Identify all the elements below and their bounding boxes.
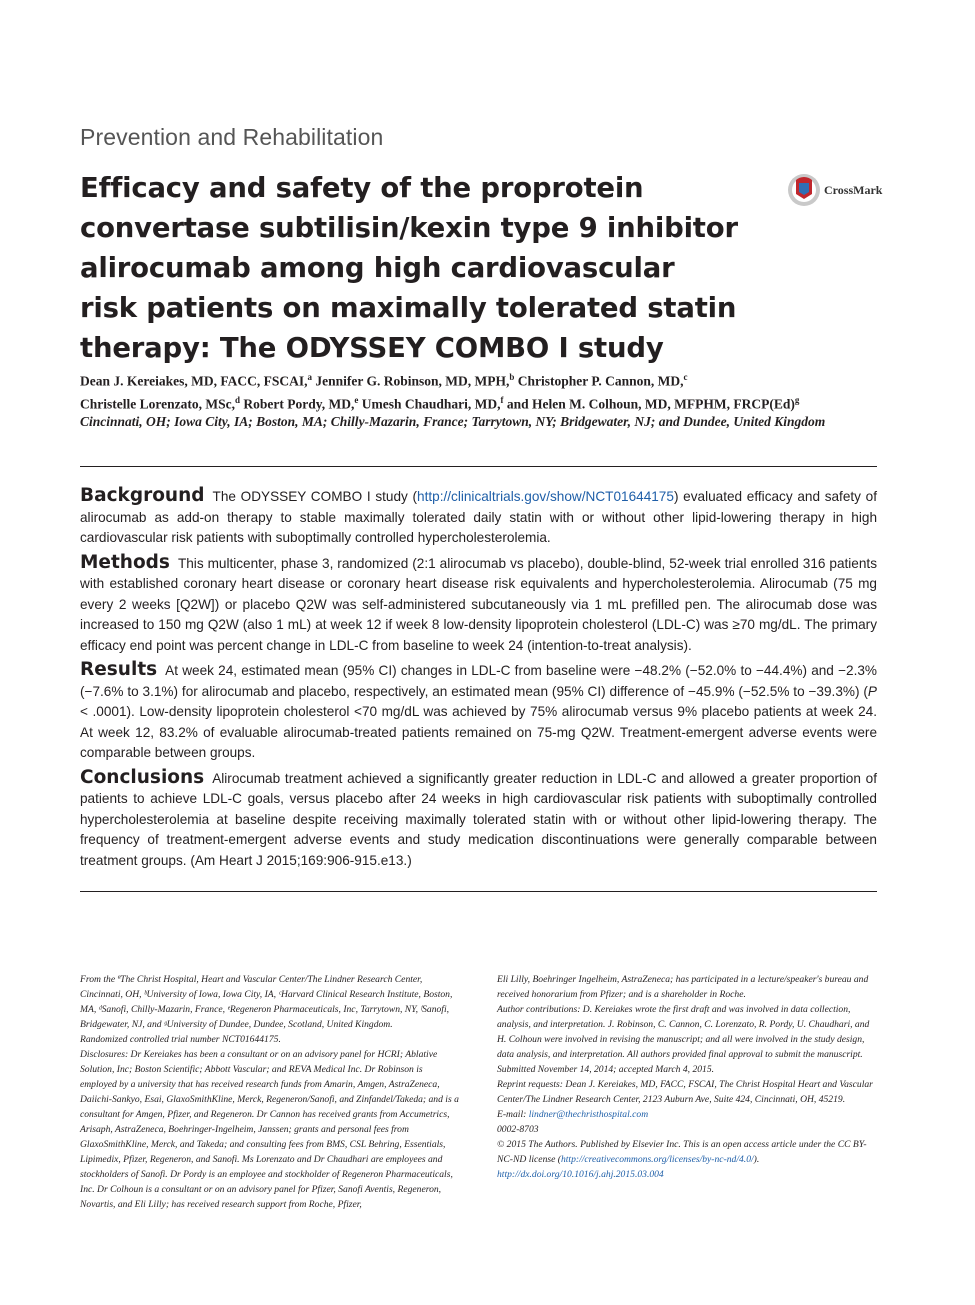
affiliation-footnote: From the ªThe Christ Hospital, Heart and Vascular Center/The Lindner Research Center, Cincinnati, OH, ᵇUniversity of Iowa, Iowa City, IA, ᶜHarvard Clinical Research Institute, Boston, MA, ᵈSanofi, Chilly-Mazarin, France, ᵉRegeneron Pharmaceuticals, Inc, Tarrytown, NY, ᶠSanofi, Bridgewater, NJ, and ᵍUniversity of Dundee, Dundee, Scotland, United Kingdom. — [80, 974, 453, 1030]
bottom-divider — [80, 891, 877, 892]
author-name: Christopher P. Cannon, MD, — [514, 373, 684, 389]
author-name: Jennifer G. Robinson, MD, MPH, — [311, 373, 510, 389]
author-name: Dean J. Kereiakes, MD, FACC, FSCAI, — [80, 373, 308, 389]
results-text-cont: < .0001). Low-density lipoprotein cholesterol <70 mg/dL was achieved by 75% alirocumab versus 9% placebo patients at week 24. At week 12, 83.2% of evaluable alirocumab-treated patients remained on 75-mg Q2W. Treatment-emergent adverse events were comparable between groups. — [80, 704, 877, 760]
footnotes-right — [497, 972, 877, 1182]
affil-sup: f — [500, 394, 504, 405]
author-name: Robert Pordy, MD, — [239, 396, 355, 411]
conclusions-text: Alirocumab treatment achieved a significantly greater reduction in LDL-C and allowed a greater proportion of patients to achieve LDL-C goals, versus placebo after 24 weeks in high cardiovascular risk patients with suboptimally controlled hypercholesterolemia at baseline despite receiving maximally tolerated statin with or without other lipid-lowering therapy. The frequency of treatment-emergent adverse events and study medication discontinuations were generally comparable between treatment groups. (Am Heart J 2015;169:906-915.e13.) — [80, 770, 877, 868]
submission-dates: Submitted November 14, 2014; accepted March 4, 2015. — [497, 1064, 715, 1075]
affil-sup: e — [354, 394, 359, 405]
copyright-text-end: ). — [753, 1154, 760, 1165]
author-name: Christelle Lorenzato, MSc, — [80, 396, 235, 411]
footnotes-left — [80, 972, 460, 1212]
affil-sup: a — [307, 372, 312, 382]
background-text: The ODYSSEY COMBO I study ( — [212, 489, 418, 504]
top-divider — [80, 466, 877, 467]
author-name: and Helen M. Colhoun, MD, MFPHM, FRCP(Ed) — [503, 396, 795, 411]
trial-number-footnote: Randomized controlled trial number NCT01644175. — [80, 1034, 281, 1045]
email-label: E-mail: — [497, 1109, 529, 1120]
affil-sup: d — [234, 394, 240, 405]
copyright-text: © 2015 The Authors. Published by Elsevier Inc. This is an open access article under the CC BY-NC-ND license ( — [497, 1139, 867, 1165]
disclosures-footnote-cont: Eli Lilly, Boehringer Ingelheim, AstraZeneca; has participated in a lecture/speaker's bureau and received honorarium from Pfizer; and is a shareholder in Roche. — [497, 974, 869, 1000]
reprint-requests: Reprint requests: Dean J. Kereiakes, MD, FACC, FSCAI, The Christ Hospital Heart and Vascular Center/The Lindner Research Center, 2123 Auburn Ave, Suite 424, Cincinnati, OH, 45219. — [497, 1079, 873, 1105]
license-link[interactable]: http://creativecommons.org/licenses/by-nc-nd/4.0/ — [560, 1154, 754, 1165]
article-title: Efficacy and safety of the proprotein convertase subtilisin/kexin type 9 inhibitor alirocumab among high cardiovascular risk patients on maximally tolerated statin therapy: The ODYSSEY COMBO I study — [80, 172, 738, 364]
author-list — [80, 368, 880, 431]
issn: 0002-8703 — [497, 1124, 539, 1135]
affiliation-locations: Cincinnati, OH; Iowa City, IA; Boston, MA; Chilly-Mazarin, France; Tarrytown, NY; Bridgewater, NJ; and Dundee, United Kingdom — [80, 414, 826, 429]
author-name: Umesh Chaudhari, MD, — [358, 396, 501, 411]
copyright-line — [497, 1137, 877, 1167]
email-link[interactable]: lindner@thechristhospital.com — [528, 1109, 649, 1120]
background-heading: Background — [80, 485, 205, 506]
section-label: Prevention and Rehabilitation — [80, 124, 384, 150]
affil-sup: b — [509, 372, 515, 382]
email-line — [497, 1107, 877, 1122]
affil-sup: c — [683, 372, 688, 382]
doi-line — [497, 1167, 877, 1182]
abstract-background — [80, 486, 877, 549]
conclusions-heading: Conclusions — [80, 766, 205, 788]
crossmark-badge[interactable] — [786, 172, 882, 208]
abstract-conclusions — [80, 768, 877, 872]
author-line-1 — [80, 368, 880, 391]
doi-link[interactable]: http://dx.doi.org/10.1016/j.ahj.2015.03.004 — [497, 1169, 664, 1180]
methods-heading: Methods — [80, 551, 170, 573]
abstract-results — [80, 660, 877, 764]
abstract-methods — [80, 553, 877, 657]
crossmark-icon — [786, 172, 822, 208]
affil-sup: g — [794, 394, 800, 405]
background-text-cont: ) evaluated efficacy and safety of alirocumab as add-on therapy to stable maximally tolerated daily statin with or without other lipid-lowering therapy in high cardiovascular risk patients with suboptimally controlled hypercholesterolemia. — [80, 489, 877, 545]
methods-text: This multicenter, phase 3, randomized (2:1 alirocumab vs placebo), double-blind, 52-week trial enrolled 316 patients with established coronary heart disease or coronary heart disease risk equivalents and hypercholesterolemia. Alirocumab (75 mg every 2 weeks [Q2W]) or placebo Q2W was self-administered subcutaneously via 1 mL prefilled pen. The alirocumab dose was increased to 150 mg Q2W (also 1 mL) at week 12 if week 8 low-density lipoprotein cholesterol (LDL-C) was ≥70 mg/dL. The primary efficacy end point was percent change in LDL-C from baseline to week 24 (intention-to-treat analysis). — [80, 555, 877, 653]
results-text: At week 24, estimated mean (95% CI) changes in LDL-C from baseline were −48.2% (−52.0% to −44.4%) and −2.3% (−7.6% to 3.1%) for alirocumab and placebo, respectively, an estimated mean (95% CI) difference of −45.9% (−52.5% to −39.3%) ( — [80, 663, 877, 699]
results-heading: Results — [80, 659, 158, 680]
disclosures-footnote: Disclosures: Dr Kereiakes has been a consultant or on an advisory panel for HCRI; Ablative Solution, Inc; Boston Scientific; Abbott Vascular; and REVA Medical Inc. Dr Robinson is employed by a university that has received research funds from Amarin, Amgen, AstraZeneca, Daiichi-Sankyo, Esai, GlaxoSmithKline, Merck, Regeneron/Sanofi, and Zinfandel/Takeda; and is a consultant for Amgen, Pfizer, and Regeneron. Dr Cannon has received grants from Accumetrics, Arisaph, AstraZeneca, Boehringer-Ingelheim, Janssen; grants and personal fees from GlaxoSmithKline, Merck, and Takeda; and consulting fees from BMS, CSL Behring, Essentials, Lipimedix, Pfizer, Regeneron, and Sanofi. Ms Lorenzato and Dr Chaudhari are employees and stockholders of Sanofi. Dr Pordy is an employee and stockholder of Regeneron Pharmaceuticals, Inc. Dr Colhoun is a consultant or on an advisory panel for Pfizer, Sanofi Aventis, Regeneron, Novartis, and Eli Lilly; has received research support from Roche, Pfizer, — [80, 1049, 459, 1210]
contributions-footnote: Author contributions: D. Kereiakes wrote the first draft and was involved in data collection, analysis, and interpretation. J. Robinson, C. Cannon, C. Lorenzato, R. Pordy, U. Chaudhari, and H. Colhoun were involved in revising the manuscript; and all were involved in the study design, data analysis, and interpretation. All authors provided final approval to submit the manuscript. — [497, 1004, 870, 1060]
author-line-2 — [80, 391, 880, 414]
abstract — [80, 486, 877, 875]
trial-link[interactable]: http://clinicaltrials.gov/show/NCT01644175 — [417, 489, 674, 504]
p-value-symbol: P — [867, 683, 877, 699]
crossmark-label: CrossMark — [824, 182, 883, 197]
